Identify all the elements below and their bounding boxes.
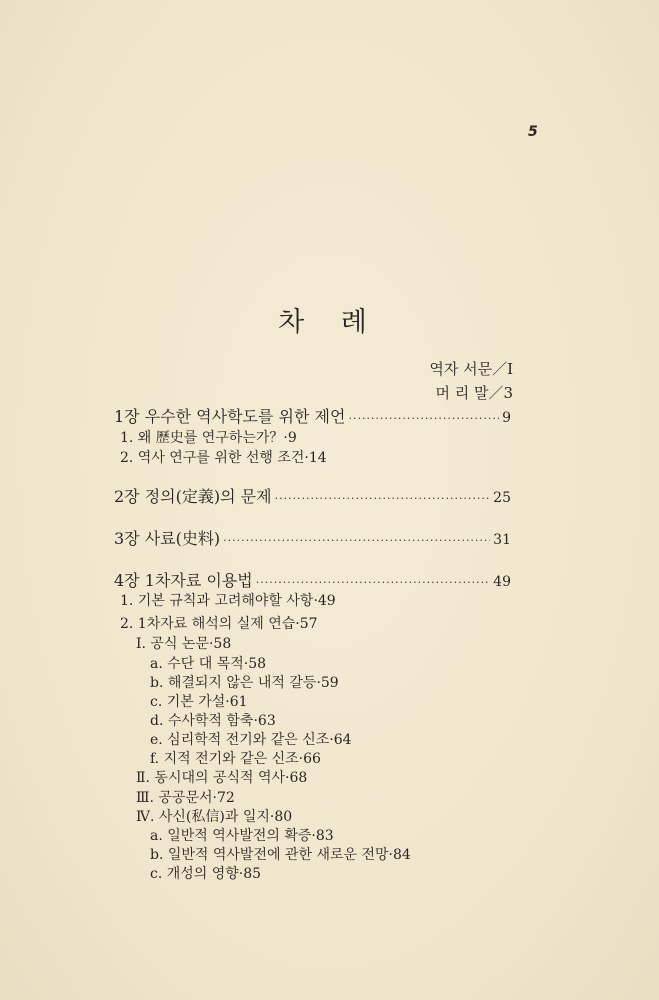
toc-item: 1. 왜 歷史를 연구하는가？·9 [120, 430, 297, 446]
toc-item: Ⅱ. 동시대의 공식적 역사·68 [136, 770, 308, 786]
dot-leader [256, 576, 490, 589]
dot-leader [348, 412, 499, 425]
toc-item: d. 수사학적 함축·63 [150, 713, 276, 729]
chapter-title: 1장 우수한 역사학도를 위한 제언 [114, 407, 346, 426]
toc-item: c. 개성의 영향·85 [150, 866, 262, 882]
toc-item: c. 기본 가설·61 [150, 694, 248, 710]
dot-leader [223, 534, 490, 547]
toc-item: 2. 역사 연구를 위한 선행 조건·14 [120, 450, 327, 466]
dot-leader [275, 492, 491, 505]
toc-title: 차 례 [278, 307, 381, 338]
chapter-4-entry [114, 568, 511, 591]
front-matter-preface: 역자 서문／Ⅰ [429, 360, 513, 378]
chapter-page: 9 [502, 410, 511, 426]
toc-item: f. 지적 전기와 같은 신조·66 [150, 751, 321, 767]
toc-item: a. 일반적 역사발전의 확증·83 [150, 828, 334, 844]
toc-item: Ⅳ. 사신(私信)과 일지·80 [136, 809, 293, 825]
toc-item: a. 수단 대 목적·58 [150, 656, 267, 672]
toc-item: Ⅰ. 공식 논문·58 [136, 636, 232, 652]
chapter-page: 31 [493, 532, 511, 548]
toc-item: 1. 기본 규칙과 고려해야할 사항·49 [120, 593, 336, 609]
toc-item: e. 심리학적 전기와 같은 신조·64 [150, 732, 352, 748]
chapter-title: 3장 사료(史料) [114, 529, 221, 548]
chapter-title: 2장 정의(定義)의 문제 [114, 487, 272, 506]
chapter-2-entry [114, 484, 511, 507]
chapter-title: 4장 1차자료 이용법 [114, 571, 253, 590]
toc-item: b. 일반적 역사발전에 관한 새로운 전망·84 [150, 847, 411, 863]
page-number: 5 [528, 124, 538, 140]
chapter-page: 25 [493, 490, 511, 506]
chapter-3-entry [114, 526, 511, 549]
chapter-page: 49 [493, 574, 511, 590]
chapter-1-entry [114, 404, 511, 427]
front-matter-introduction: 머 리 말／3 [435, 384, 513, 402]
toc-item: Ⅲ. 공공문서·72 [136, 790, 235, 806]
toc-item: b. 해결되지 않은 내적 갈등·59 [150, 675, 339, 691]
toc-item: 2. 1차자료 해석의 실제 연습·57 [120, 616, 318, 632]
